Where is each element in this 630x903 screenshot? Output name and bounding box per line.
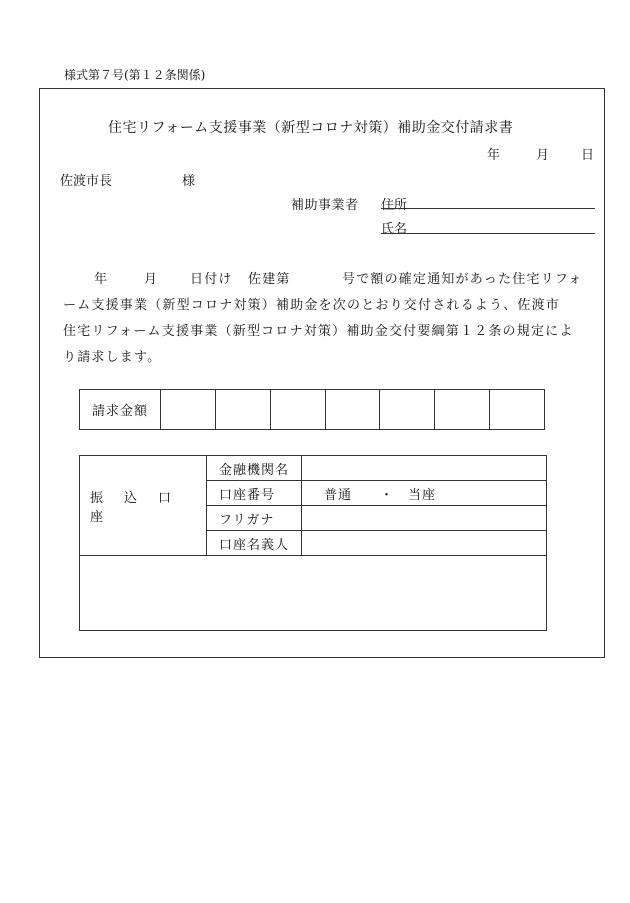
account-holder-value[interactable] xyxy=(302,531,547,556)
form-number: 様式第７号(第１２条関係) xyxy=(64,68,206,82)
amount-digit-cell[interactable] xyxy=(490,390,545,430)
bank-account-label: 振 込 口 座 xyxy=(80,456,207,556)
amount-digit-cell[interactable] xyxy=(435,390,490,430)
account-holder-label: 口座名義人 xyxy=(207,531,302,556)
amount-digit-cell[interactable] xyxy=(215,390,270,430)
amount-digit-cell[interactable] xyxy=(161,390,216,430)
amount-digit-cell[interactable] xyxy=(380,390,435,430)
body-line1-rest: 号で額の確定通知があった住宅リフォ xyxy=(342,272,583,287)
amount-digit-cell[interactable] xyxy=(325,390,380,430)
addressee-honorific: 様 xyxy=(182,174,196,189)
form-title: 住宅リフォーム支援事業（新型コロナ対策）補助金交付請求書 xyxy=(108,120,514,136)
notes-area[interactable] xyxy=(80,556,547,631)
date-year-label: 年 xyxy=(487,148,501,163)
body-line3: 住宅リフォーム支援事業（新型コロナ対策）補助金交付要綱第１２条の規定によ xyxy=(63,324,574,339)
furigana-label: フリガナ xyxy=(207,506,302,531)
body-month: 月 xyxy=(144,272,159,287)
body-ref: 佐建第 xyxy=(248,272,291,287)
amount-label: 請求金額 xyxy=(80,390,161,430)
account-type-value[interactable]: 普通 ・ 当座 xyxy=(302,481,547,506)
name-field[interactable] xyxy=(381,233,595,234)
amount-table xyxy=(79,389,545,430)
account-number-label: 口座番号 xyxy=(207,481,302,506)
amount-digit-cell[interactable] xyxy=(270,390,325,430)
addressee-name: 佐渡市長 xyxy=(60,174,113,189)
furigana-value[interactable] xyxy=(302,506,547,531)
bank-account-table xyxy=(79,455,547,631)
body-line4: り請求します。 xyxy=(63,350,162,365)
date-day-label: 日 xyxy=(581,148,595,163)
date-month-label: 月 xyxy=(536,148,550,163)
bank-name-value[interactable] xyxy=(302,456,547,481)
body-day-suffix: 日付け xyxy=(190,272,233,287)
address-label: 住所 xyxy=(381,198,408,213)
name-label: 氏名 xyxy=(381,222,408,237)
body-year: 年 xyxy=(94,272,109,287)
body-line2: ーム支援事業（新型コロナ対策）補助金を次のとおり交付されるよう、佐渡市 xyxy=(63,298,561,313)
address-field[interactable] xyxy=(381,208,595,209)
bank-name-label: 金融機関名 xyxy=(207,456,302,481)
applicant-label: 補助事業者 xyxy=(291,198,359,213)
